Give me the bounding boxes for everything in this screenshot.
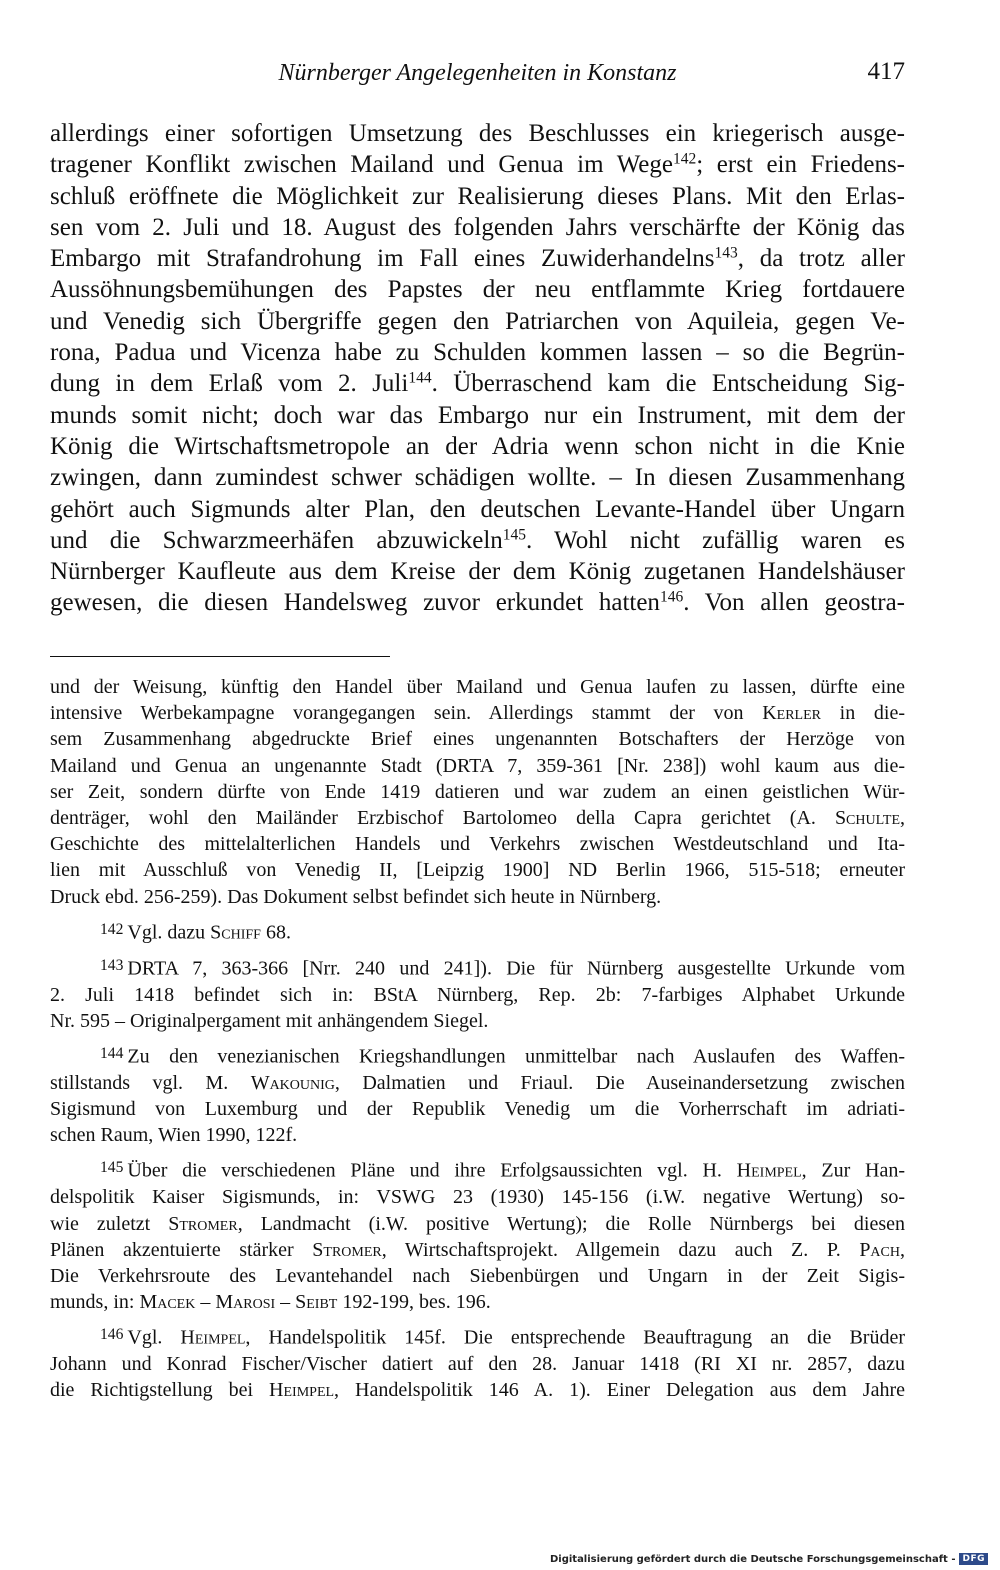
author-name: Schulte bbox=[834, 807, 900, 830]
footnote-line: $^{144}$ Zu den venezianischen Kriegshandlungen unmittelbar nach Auslaufen des Waffen- bbox=[100, 1044, 905, 1068]
footnote-line: Geschichte des mittelalterlichen Handels und Verkehrs zwischen Westdeutschland und Ita- bbox=[50, 833, 905, 856]
text-line: dung in dem Erlaß vom 2. Juli$^{144}$. Überraschend kam die Entscheidung Sig- bbox=[50, 369, 905, 398]
footnote-142 bbox=[50, 917, 905, 946]
main-text bbox=[50, 118, 905, 619]
author-name: Stromer bbox=[168, 1212, 238, 1235]
footnote-line: Johann und Konrad Fischer/Vischer datiert auf den 28. Januar 1418 (RI XI nr. 2857, dazu bbox=[50, 1353, 905, 1376]
footnote-number: 143 bbox=[100, 956, 124, 974]
footnote-line: Die Verkehrsroute des Levantehandel nach Siebenbürgen und Ungarn in der Zeit Sigis- bbox=[50, 1264, 905, 1287]
footnote-line: $^{145}$ Über die verschiedenen Pläne und ihre Erfolgsaussichten vgl. H. Heimpel, Zur Han- bbox=[100, 1159, 906, 1183]
text-line: gewesen, die diesen Handelsweg zuvor erkundet hatten$^{146}$. Von allen geostra- bbox=[50, 588, 905, 617]
text-line: und die Schwarzmeerhäfen abzuwickeln$^{145}$. Wohl nicht zufällig waren es bbox=[50, 526, 905, 554]
footnote-number: 142 bbox=[100, 920, 124, 938]
footer-text: Digitalisierung gefördert durch die Deutsche Forschungsgemeinschaft - bbox=[549, 1553, 956, 1565]
author-name: Macek – Marosi – Seibt bbox=[139, 1291, 338, 1314]
text-line: gehört auch Sigmunds alter Plan, den deutschen Levante-Handel über Ungarn bbox=[50, 495, 905, 523]
text-line: allerdings einer sofortigen Umsetzung des Beschlusses ein kriegerisch ausge- bbox=[50, 120, 905, 147]
footnote-line: intensive Werbekampagne vorangegangen sein. Allerdings stammt der von Kerler in die- bbox=[50, 702, 905, 725]
dfg-logo-icon: DFG bbox=[959, 1553, 988, 1565]
text-line: Aussöhnungsbemühungen des Papstes der neu entflammte Krieg fortdauere bbox=[50, 276, 905, 304]
text-line: rona, Padua und Vicenza habe zu Schulden kommen lassen – so die Begrün- bbox=[50, 339, 905, 367]
footnote-line: ser Zeit, sondern dürfte von Ende 1419 datieren und war zudem an einen geistlichen Wür- bbox=[50, 780, 905, 803]
footnote-number: 144 bbox=[100, 1044, 124, 1062]
author-name: Heimpel bbox=[269, 1379, 335, 1402]
running-header bbox=[50, 56, 905, 96]
footnote-143 bbox=[50, 953, 905, 1034]
footnote-line: wie zuletzt Stromer, Landmacht (i.W. positive Wertung); die Rolle Nürnbergs bei diesen bbox=[50, 1212, 905, 1235]
footnote-146 bbox=[50, 1322, 905, 1403]
running-title: Nürnberger Angelegenheiten in Konstanz bbox=[278, 60, 677, 86]
footnote-ref-145[interactable]: 145 bbox=[502, 526, 527, 544]
footnote-line: schen Raum, Wien 1990, 122f. bbox=[50, 1124, 298, 1147]
footnote-144 bbox=[50, 1041, 905, 1148]
footnote-line: Mailand und Genua an ungenannte Stadt (DRTA 7, 359-361 [Nr. 238]) wohl kaum aus die- bbox=[50, 754, 905, 777]
footnote-continuation bbox=[50, 674, 905, 910]
footnote-line: Nr. 595 – Originalpergament mit anhängendem Siegel. bbox=[50, 1009, 489, 1032]
footnote-line: die Richtigstellung bei Heimpel, Handelspolitik 146 A. 1). Einer Delegation aus dem Jahre bbox=[50, 1379, 906, 1402]
author-name: Heimpel bbox=[736, 1160, 802, 1183]
footnote-number: 146 bbox=[100, 1326, 124, 1344]
footnote-line: sem Zusammenhang abgedruckte Brief eines ungenannten Botschafters der Herzöge von bbox=[50, 728, 905, 751]
author-name: Kerler bbox=[762, 702, 821, 725]
text-line: Nürnberger Kaufleute aus dem Kreise der dem König zugetanen Handelshäuser bbox=[50, 558, 905, 586]
footnote-line: 2. Juli 1418 befindet sich in: BStA Nürnberg, Rep. 2b: 7-farbiges Alphabet Urkunde bbox=[50, 983, 905, 1006]
author-name: Heimpel bbox=[180, 1327, 246, 1350]
text-line: König die Wirtschaftsmetropole an der Adria wenn schon nicht in die Knie bbox=[50, 432, 905, 460]
author-name: Schiff bbox=[210, 921, 261, 944]
footnote-number: 145 bbox=[100, 1159, 124, 1177]
text-line: Embargo mit Strafandrohung im Fall eines Zuwiderhandelns$^{143}$, da trotz aller bbox=[50, 244, 905, 273]
footnote-ref-144[interactable]: 144 bbox=[408, 369, 432, 387]
footnote-line: $^{143}$ DRTA 7, 363-366 [Nrr. 240 und 241]). Die für Nürnberg ausgestellte Urkunde vom bbox=[100, 956, 905, 980]
footnote-line: und der Weisung, künftig den Handel über Mailand und Genua laufen zu lassen, dürfte eine bbox=[50, 676, 905, 698]
footnote-separator bbox=[50, 656, 390, 657]
footnote-line: Sigismund von Luxemburg und der Republik Venedig um die Vorherrschaft im adriati- bbox=[50, 1098, 905, 1121]
text-line: und Venedig sich Übergriffe gegen den Patriarchen von Aquileia, gegen Ve- bbox=[50, 307, 905, 335]
footnote-line: delspolitik Kaiser Sigismunds, in: VSWG 23 (1930) 145-156 (i.W. negative Wertung) so- bbox=[50, 1186, 905, 1209]
author-name: Pach bbox=[859, 1238, 900, 1261]
page-number: 417 bbox=[867, 58, 905, 85]
digitization-footer bbox=[550, 1553, 988, 1565]
footnote-line: Druck ebd. 256-259). Das Dokument selbst befindet sich heute in Nürnberg. bbox=[50, 885, 662, 908]
text-line: sen vom 2. Juli und 18. August des folgenden Jahrs verschärfte der König das bbox=[50, 213, 905, 241]
footnote-line: $^{146}$ Vgl. Heimpel, Handelspolitik 145f. Die entsprechende Beauftragung an die Brüder bbox=[100, 1326, 905, 1350]
text-line: tragener Konflikt zwischen Mailand und Genua im Wege$^{142}$; erst ein Friedens- bbox=[50, 150, 906, 179]
footnote-line: munds, in: Macek – Marosi – Seibt 192-199, bes. 196. bbox=[50, 1291, 491, 1314]
footnote-line: lien mit Ausschluß von Venedig II, [Leipzig 1900] ND Berlin 1966, 515-518; erneuter bbox=[50, 859, 905, 882]
footnote-145 bbox=[50, 1155, 905, 1315]
author-name: Wakounig bbox=[250, 1071, 335, 1094]
footnote-line: $^{142}$ Vgl. dazu Schiff 68. bbox=[100, 920, 291, 944]
footnote-line: Plänen akzentuierte stärker Stromer, Wirtschaftsprojekt. Allgemein dazu auch Z. P. Pach, bbox=[50, 1238, 905, 1261]
text-line: munds somit nicht; doch war das Embargo nur ein Instrument, mit dem der bbox=[50, 401, 905, 429]
footnote-ref-146[interactable]: 146 bbox=[659, 588, 684, 606]
text-line: schluß eröffnete die Möglichkeit zur Realisierung dieses Plans. Mit den Erlas- bbox=[50, 182, 905, 210]
footnote-line: stillstands vgl. M. Wakounig, Dalmatien und Friaul. Die Auseinandersetzung zwischen bbox=[50, 1071, 905, 1094]
footnotes bbox=[50, 674, 905, 1411]
footnote-line: denträger, wohl den Mailänder Erzbischof Bartolomeo della Capra gerichtet (A. Schulte, bbox=[50, 807, 905, 830]
footnote-ref-142[interactable]: 142 bbox=[673, 150, 697, 168]
footnote-ref-143[interactable]: 143 bbox=[714, 244, 738, 262]
text-line: zwingen, dann zumindest schwer schädigen wollte. – In diesen Zusammenhang bbox=[50, 464, 905, 492]
author-name: Stromer bbox=[312, 1238, 382, 1261]
